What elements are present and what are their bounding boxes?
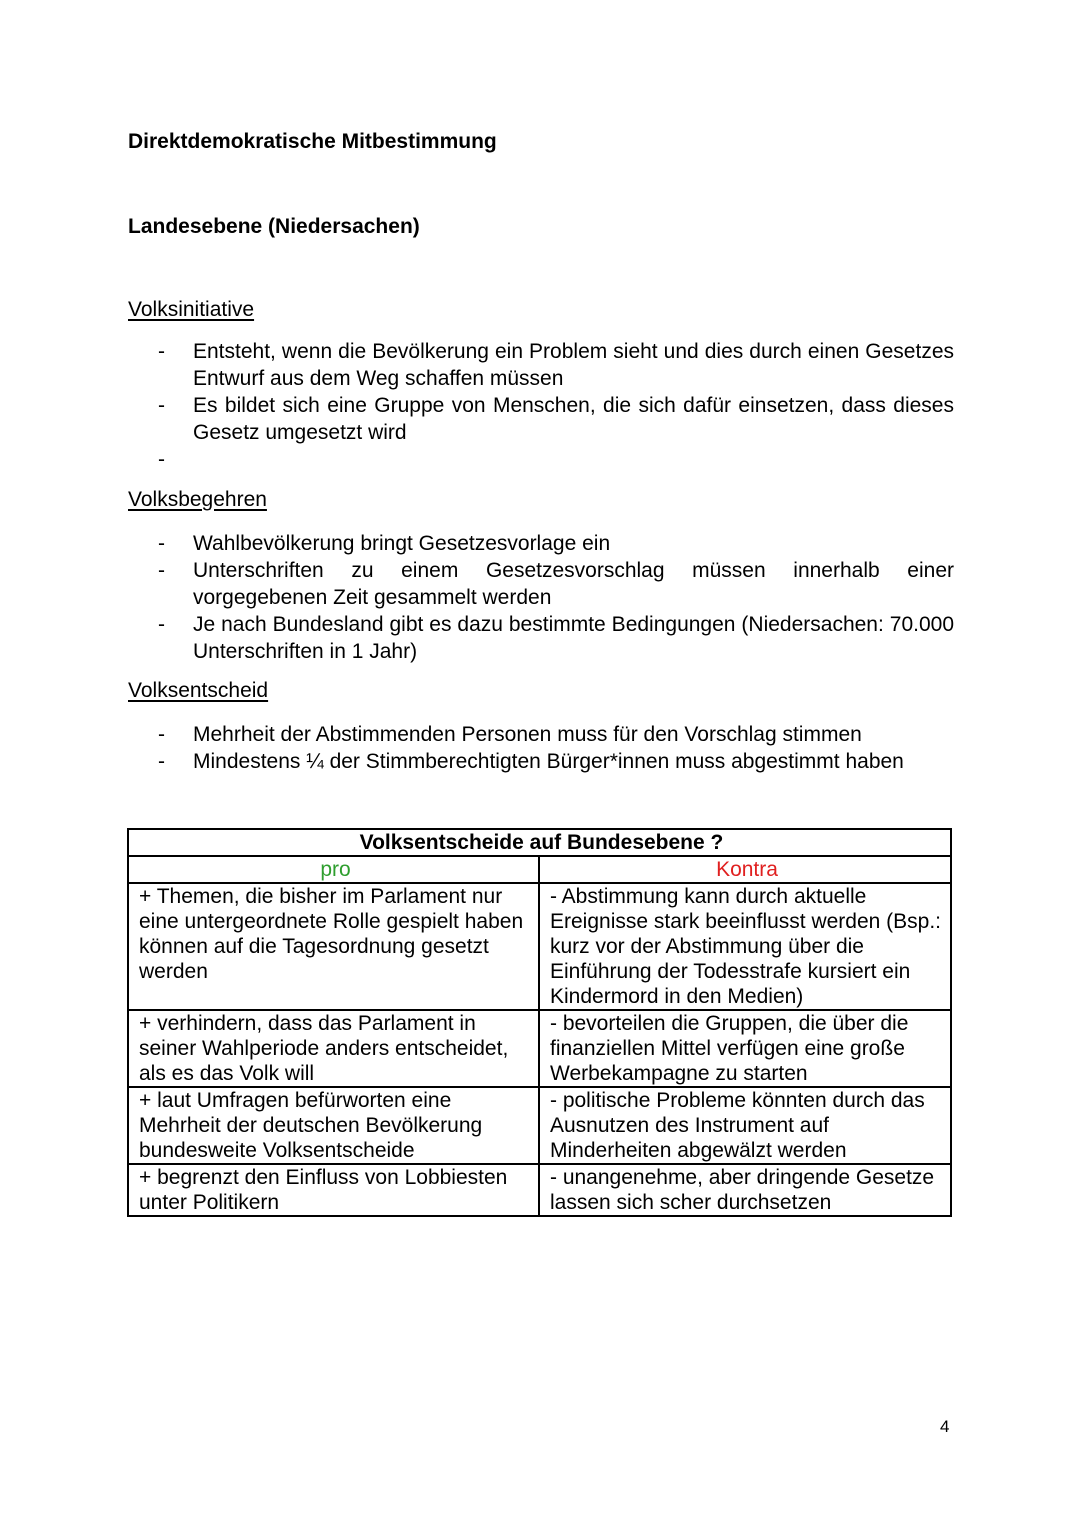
list-item: - Unterschriften zu einem Gesetzesvorschlag müssen innerhalb einer vorgegebenen Zeit gesammelt werden: [158, 559, 954, 609]
page-subtitle: Landesebene (Niedersachen): [128, 215, 420, 238]
dash-bullet-icon: -: [158, 448, 165, 471]
dash-bullet-icon: -: [158, 750, 165, 773]
table-row: [128, 883, 951, 1010]
pro-cell: + begrenzt den Einfluss von Lobbiesten unter Politikern: [128, 1164, 539, 1216]
pro-cell: + laut Umfragen befürworten eine Mehrheit der deutschen Bevölkerung bundesweite Volksentscheide: [128, 1087, 539, 1164]
section-heading-volksinitiative: Volksinitiative: [128, 298, 255, 321]
bullet-list-volksentscheid: [158, 721, 954, 775]
table-row: [128, 1087, 951, 1164]
dash-bullet-icon: -: [158, 394, 165, 417]
table-row: [128, 1164, 951, 1216]
contra-cell: - bevorteilen die Gruppen, die über die finanziellen Mittel verfügen eine große Werbekampagne zu starten: [539, 1010, 951, 1087]
section-heading-volksbegehren: Volksbegehren: [128, 488, 267, 511]
bullet-list-volksinitiative: [158, 338, 954, 473]
contra-cell: - politische Probleme könnten durch das Ausnutzen des Instrument auf Minderheiten abgewälzt werden: [539, 1087, 951, 1164]
list-item: - Je nach Bundesland gibt es dazu bestimmte Bedingungen (Niedersachen: 70.000 Unterschriften in 1 Jahr): [158, 613, 954, 663]
contra-cell: - Abstimmung kann durch aktuelle Ereignisse stark beeinflusst werden (Bsp.: kurz vor der Abstimmung über die Einführung der Todesstrafe kursiert ein Kindermord in den Medien): [539, 883, 951, 1010]
list-item: - Mehrheit der Abstimmenden Personen muss für den Vorschlag stimmen: [158, 723, 862, 746]
page-number: 4: [940, 1417, 950, 1436]
dash-bullet-icon: -: [158, 559, 165, 582]
pro-cell: + verhindern, dass das Parlament in seiner Wahlperiode anders entscheidet, als es das Volk will: [128, 1010, 539, 1087]
list-item: - Wahlbevölkerung bringt Gesetzesvorlage ein: [158, 532, 611, 555]
page-title: Direktdemokratische Mitbestimmung: [128, 130, 497, 153]
list-item: - Mindestens ¼ der Stimmberechtigten Bürger*innen muss abgestimmt haben: [158, 750, 904, 773]
section-heading-volksentscheid: Volksentscheid: [128, 679, 269, 702]
pro-cell: + Themen, die bisher im Parlament nur eine untergeordnete Rolle gespielt haben können auf die Tagesordnung gesetzt werden: [128, 883, 539, 1010]
list-item: - Entsteht, wenn die Bevölkerung ein Problem sieht und dies durch einen Gesetzes Entwurf aus dem Weg schaffen müssen: [158, 340, 954, 390]
contra-cell: - unangenehme, aber dringende Gesetze lassen sich scher durchsetzen: [539, 1164, 951, 1216]
list-item: - Es bildet sich eine Gruppe von Menschen, die sich dafür einsetzen, dass dieses Gesetz umgesetzt wird: [158, 394, 954, 444]
pro-contra-table: [127, 828, 952, 1217]
dash-bullet-icon: -: [158, 532, 165, 555]
dash-bullet-icon: -: [158, 613, 165, 636]
contra-header: Kontra: [539, 856, 951, 883]
list-item-empty: [158, 446, 954, 473]
pro-header: pro: [128, 856, 539, 883]
table-title-row: [128, 829, 951, 856]
bullet-list-volksbegehren: [158, 530, 954, 665]
table-row: [128, 1010, 951, 1087]
dash-bullet-icon: -: [158, 723, 165, 746]
table-title: Volksentscheide auf Bundesebene ?: [128, 829, 951, 856]
dash-bullet-icon: -: [158, 340, 165, 363]
table-header-row: [128, 856, 951, 883]
